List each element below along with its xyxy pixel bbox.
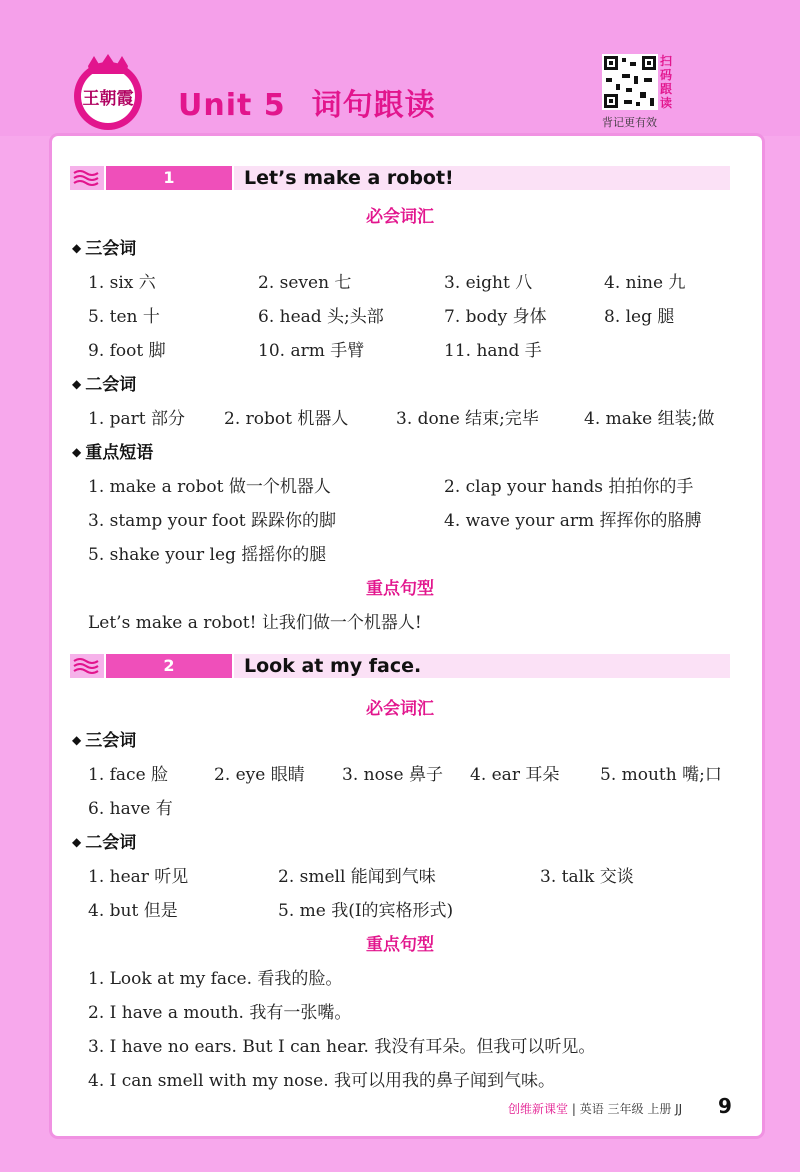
word-item: 10. arm 手臂 [258,341,365,361]
word-item: 9. foot 脚 [88,341,166,361]
lesson-2-three-heading: ◆ 三会词 [72,731,137,751]
word-item: 4. ear 耳朵 [470,765,560,785]
phrase-item: 3. stamp your foot 跺跺你的脚 [88,511,337,531]
footer-book-info: 英语 三年级 上册 JJ [579,1102,683,1116]
qr-caption: 背记更有效 [602,116,657,129]
word-item: 1. part 部分 [88,409,186,429]
diamond-icon: ◆ [72,835,82,849]
diamond-icon: ◆ [72,241,82,255]
word-item: 2. smell 能闻到气味 [278,867,436,887]
word-item: 6. have 有 [88,799,173,819]
qr-label: 扫码跟读 [660,54,673,110]
sentence-item: 2. I have a mouth. 我有一张嘴。 [88,1003,352,1023]
lesson-2-two-heading: ◆ 二会词 [72,833,137,853]
word-item: 4. but 但是 [88,901,178,921]
word-item: 1. face 脸 [88,765,169,785]
brand-logo [66,52,150,132]
word-item: 4. nine 九 [604,273,686,293]
diamond-icon: ◆ [72,377,82,391]
word-item: 2. seven 七 [258,273,352,293]
unit-title [178,80,436,124]
lesson-2-title: Look at my face. [234,654,730,678]
word-item: 1. six 六 [88,273,156,293]
word-item: 6. head 头;头部 [258,307,384,327]
word-item: 5. ten 十 [88,307,160,327]
word-item: 11. hand 手 [444,341,542,361]
word-item: 3. nose 鼻子 [342,765,443,785]
footer-brand: 创维新课堂 [508,1102,569,1116]
lesson-2-bar [70,654,730,678]
diamond-icon: ◆ [72,445,82,459]
word-item: 5. mouth 嘴;口 [600,765,722,785]
lesson-2-vocab-heading: 必会词汇 [366,699,434,719]
word-item: 3. eight 八 [444,273,533,293]
lesson-1-title: Let’s make a robot! [234,166,730,190]
sentence-item: 3. I have no ears. But I can hear. 我没有耳朵。但我可以听见。 [88,1037,596,1057]
sentence-item: 1. Look at my face. 看我的脸。 [88,969,343,989]
word-item: 3. talk 交谈 [540,867,634,887]
phrase-item: 1. make a robot 做一个机器人 [88,477,331,497]
sentence-item: Let’s make a robot! 让我们做一个机器人! [88,613,422,633]
footer-info: 创维新课堂 | 英语 三年级 上册 JJ [508,1102,683,1116]
sentence-item: 4. I can smell with my nose. 我可以用我的鼻子闻到气味。 [88,1071,556,1091]
lesson-1-vocab-heading: 必会词汇 [366,207,434,227]
word-item: 8. leg 腿 [604,307,675,327]
lesson-1-two-heading: ◆ 二会词 [72,375,137,395]
wave-icon [70,166,104,190]
lesson-1-bar [70,166,730,190]
word-item: 2. robot 机器人 [224,409,349,429]
lesson-2-sentence-heading: 重点句型 [366,935,434,955]
lesson-1-three-heading: ◆ 三会词 [72,239,137,259]
lesson-1-number: 1 [106,166,232,190]
wave-icon [70,654,104,678]
lesson-1-phrase-heading: ◆ 重点短语 [72,443,154,463]
logo-text: 王朝霞 [82,89,134,109]
qr-code-icon[interactable] [602,54,658,110]
diamond-icon: ◆ [72,733,82,747]
page-number: 9 [718,1094,732,1118]
unit-title-cn: 词句跟读 [311,88,436,123]
unit-label: Unit 5 [178,88,286,123]
word-item: 2. eye 眼睛 [214,765,305,785]
word-item: 7. body 身体 [444,307,547,327]
lesson-2-number: 2 [106,654,232,678]
phrase-item: 4. wave your arm 挥挥你的胳膊 [444,511,702,531]
word-item: 3. done 结束;完毕 [396,409,539,429]
word-item: 4. make 组装;做 [584,409,715,429]
word-item: 5. me 我(I的宾格形式) [278,901,454,921]
phrase-item: 2. clap your hands 拍拍你的手 [444,477,694,497]
phrase-item: 5. shake your leg 摇摇你的腿 [88,545,327,565]
lesson-1-sentence-heading: 重点句型 [366,579,434,599]
word-item: 1. hear 听见 [88,867,189,887]
